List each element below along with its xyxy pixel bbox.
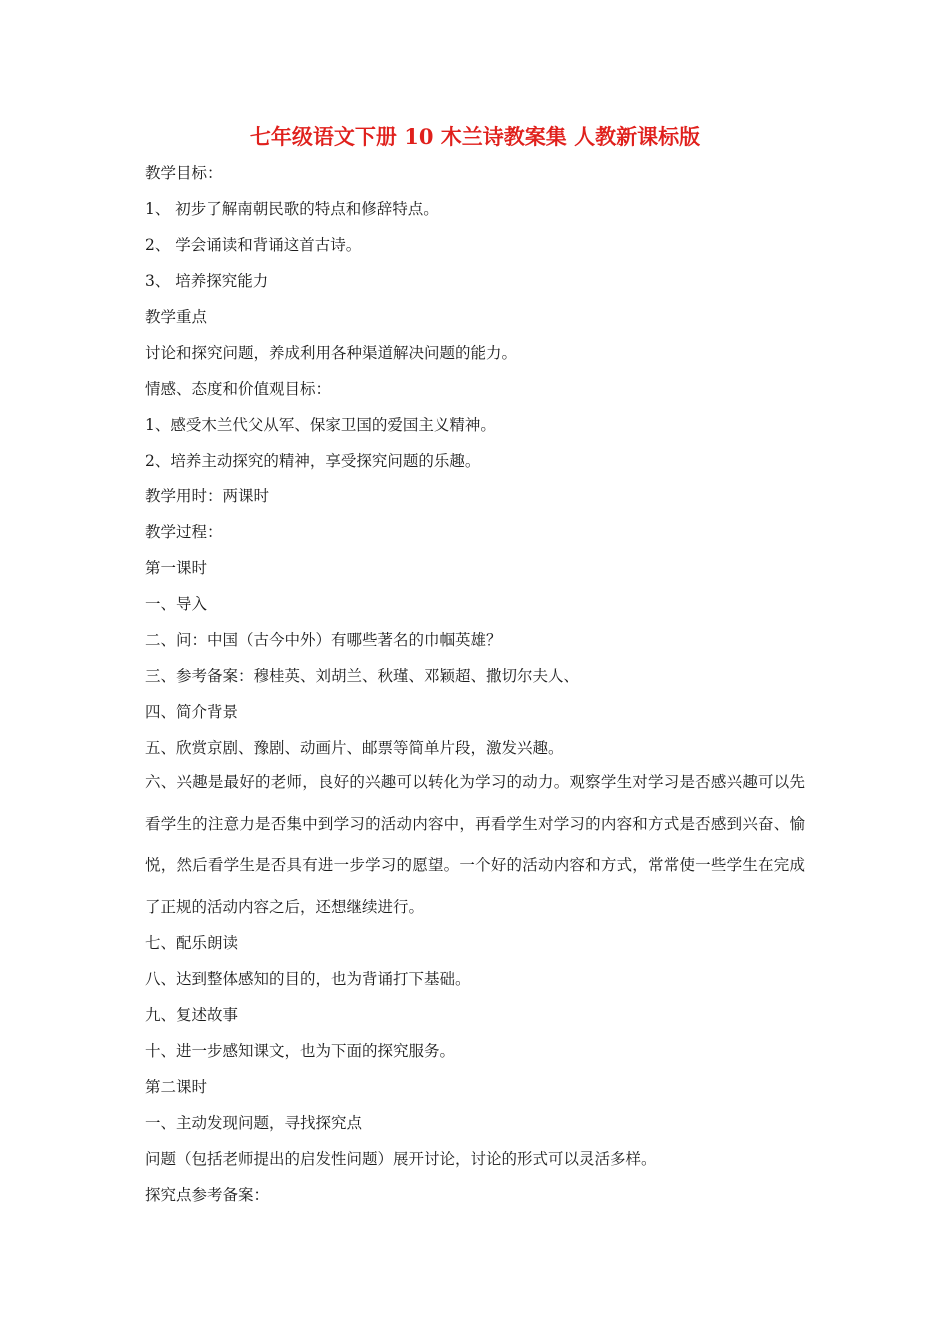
text-line: 教学过程： xyxy=(145,523,223,541)
text-line: 3、 培养探究能力 xyxy=(145,272,269,290)
text-line: 第二课时 xyxy=(145,1078,208,1096)
text-line: 教学重点 xyxy=(145,308,208,326)
text-line: 九、复述故事 xyxy=(145,1006,239,1024)
document-title: 七年级语文下册 10 木兰诗教案集 人教新课标版 xyxy=(249,124,701,149)
text-line: 2、培养主动探究的精神，享受探究问题的乐趣。 xyxy=(145,452,481,470)
text-line: 2、 学会诵读和背诵这首古诗。 xyxy=(145,236,362,254)
text-line: 1、感受木兰代父从军、保家卫国的爱国主义精神。 xyxy=(145,416,496,434)
text-line: 教学目标： xyxy=(145,164,223,182)
text-line: 第一课时 xyxy=(145,559,208,577)
text-line: 探究点参考备案： xyxy=(145,1186,270,1204)
text-line: 一、导入 xyxy=(145,595,208,613)
text-line: 八、达到整体感知的目的，也为背诵打下基础。 xyxy=(145,970,471,988)
text-line: 三、参考备案：穆桂英、刘胡兰、秋瑾、邓颖超、撒切尔夫人、 xyxy=(145,667,580,685)
text-line: 七、配乐朗读 xyxy=(145,934,239,952)
body-paragraph: 六、兴趣是最好的老师，良好的兴趣可以转化为学习的动力。观察学生对学习是否感兴趣可以先看学生的注意力是否集中到学习的活动内容中，再看学生对学习的内容和方式是否感到兴奋、愉悦，然后看学生是否具有进一步学习的愿望。一个好的活动内容和方式，常常使一些学生在完成了正规的活动内容之后，还想继续进行。 xyxy=(145,773,805,916)
text-line: 1、 初步了解南朝民歌的特点和修辞特点。 xyxy=(145,200,439,218)
text-line: 一、主动发现问题，寻找探究点 xyxy=(145,1114,363,1132)
text-line: 五、欣赏京剧、豫剧、动画片、邮票等简单片段，激发兴趣。 xyxy=(145,739,564,757)
text-line: 讨论和探究问题，养成利用各种渠道解决问题的能力。 xyxy=(145,344,518,362)
text-line: 教学用时：两课时 xyxy=(145,487,270,505)
text-line: 四、简介背景 xyxy=(145,703,239,721)
text-line: 十、进一步感知课文，也为下面的探究服务。 xyxy=(145,1042,456,1060)
text-line: 问题（包括老师提出的启发性问题）展开讨论，讨论的形式可以灵活多样。 xyxy=(145,1150,657,1168)
text-line: 情感、态度和价值观目标： xyxy=(145,380,332,398)
text-line: 二、问：中国（古今中外）有哪些著名的巾帼英雄？ xyxy=(145,631,502,649)
